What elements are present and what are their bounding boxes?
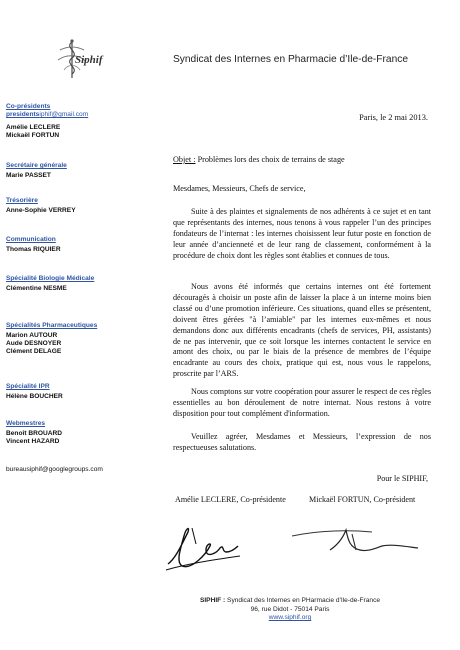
section-secretaire xyxy=(6,162,136,180)
pharmaceutiques-name: Clément DELAGE xyxy=(6,348,62,355)
ipr-name: Hélène BOUCHER xyxy=(6,393,63,400)
co-president-name: Amélie LECLERE xyxy=(6,124,61,131)
section-ipr xyxy=(6,383,136,401)
signatory-left: Amélie LECLERE, Co-présidente xyxy=(175,495,286,504)
webmestre-name: Benoît BROUARD xyxy=(6,430,63,437)
tresoriere-name: Anne-Sophie VERREY xyxy=(6,207,76,214)
letter-paragraph: Nous comptons sur votre coopération pour assurer le respect de ces règles essentielles au bon déroulement de notre internat. Nous restons à votre disposition pour tout complément d'information. xyxy=(173,387,431,418)
letter-date: Paris, le 2 mai 2013. xyxy=(359,113,428,122)
footer-org-line xyxy=(180,597,400,606)
letter-salutation: Mesdames, Messieurs, Chefs de service, xyxy=(173,184,306,193)
footer-address: 96, rue Didot - 75014 Paris xyxy=(250,605,330,613)
signature-left-image xyxy=(162,514,242,574)
biologie-medicale-name: Clémentine NESME xyxy=(6,285,67,292)
letter-paragraph: Nous avons été informés que certains internes ont été fortement découragés à choisir un poste afin de laisser la place à un interne moins bien classé ou d’une promotion inférieure. Ces situations, quand elles se présentent, doivent êtres gérées "à l’amiable" par les internes eux-mêmes et nous demandons donc aux différents encadrants (chefs de services, PH, assistants) de ne pas intervenir, que ce soit lorsque les internes contactent le service en amont des choix, ou par le biais de la présence de membres de l’équipe encadrante au cours des choix, pratique qui est, nous vous le rappelons, proscrite par l’ARS. xyxy=(173,282,431,379)
letter-footer xyxy=(180,597,400,623)
tresoriere-heading: Trésorière xyxy=(6,197,38,204)
section-webmestres xyxy=(6,420,136,446)
section-communication xyxy=(6,236,136,254)
communication-heading: Communication xyxy=(6,236,56,243)
subject-label: Objet : xyxy=(173,155,196,164)
letter-subject xyxy=(173,155,345,164)
bureau-email-text: bureausiphif@googlegroups.com xyxy=(6,466,103,473)
co-presidents-heading: Co-présidents xyxy=(6,103,51,110)
email-bold-part: presidents xyxy=(6,111,40,118)
signature-right-image xyxy=(290,520,420,560)
section-tresoriere xyxy=(6,197,136,215)
section-biologie-medicale xyxy=(6,275,136,293)
secretaire-name: Marie PASSET xyxy=(6,172,51,179)
secretaire-heading: Secrétaire générale xyxy=(6,162,67,169)
bureau-email-link[interactable] xyxy=(6,466,136,474)
pharmaceutiques-name: Aude DESNOYER xyxy=(6,340,62,347)
biologie-medicale-heading: Spécialité Biologie Médicale xyxy=(6,275,95,282)
ipr-heading: Spécialité IPR xyxy=(6,383,50,390)
subject-text: Problèmes lors des choix de terrains de stage xyxy=(195,155,345,164)
letter-paragraph: Suite à des plaintes et signalements de nos adhérents à ce sujet et en tant que représentants des internes, nous tenons à vous rappeler l’un des principes fondateurs de l’internat : les internes choisissent leur futur poste en fonction de leur année d’ancienneté et de leur rang de classement, conformément à la procédure de choix dont les règles sont établies et connues de tous. xyxy=(173,207,431,260)
section-co-presidents xyxy=(6,103,136,140)
organization-title: Syndicat des Internes en Pharmacie d’Ile-de-France xyxy=(173,54,408,65)
pharmaceutiques-name: Marion AUTOUR xyxy=(6,332,58,339)
footer-org-bold: SIPHIF : xyxy=(199,597,226,604)
webmestres-heading: Webmestres xyxy=(6,420,46,427)
signatory-right: Mickaël FORTUN, Co-président xyxy=(309,495,416,504)
letter-paragraph: Veuillez agréer, Mesdames et Messieurs, l’expression de nos respectueuses salutations. xyxy=(173,432,431,452)
footer-website-link[interactable]: www.siphif.org xyxy=(268,614,312,621)
communication-name: Thomas RIQUIER xyxy=(6,246,61,253)
section-pharmaceutiques xyxy=(6,322,136,356)
email-rest-part: iphif@gmail.com xyxy=(39,111,89,118)
webmestre-name: Vincent HAZARD xyxy=(6,438,60,445)
co-president-name: Mickaël FORTUN xyxy=(6,132,60,139)
presidents-email-link[interactable] xyxy=(6,111,136,119)
pharmaceutiques-heading: Spécialités Pharmaceutiques xyxy=(6,322,98,329)
logo-wordmark: Siphif xyxy=(75,54,103,66)
letter-closing: Pour le SIPHIF, xyxy=(376,474,428,483)
footer-org-name: Syndicat des Internes en PHarmacie d'Ile-de-France xyxy=(225,597,381,604)
